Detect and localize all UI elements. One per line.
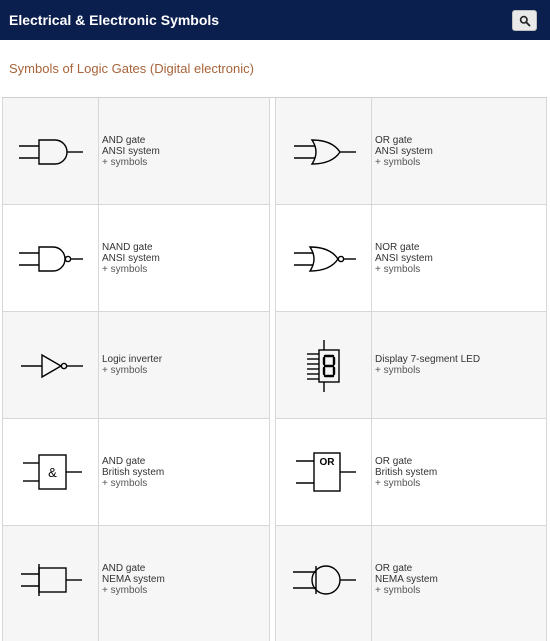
symbol-system: ANSI system [102,252,160,264]
symbol-system: ANSI system [102,145,160,157]
nor-gate-ansi-icon[interactable] [276,205,372,311]
more-symbols-link[interactable]: + symbols [375,585,421,596]
symbol-description [102,526,269,633]
and-gate-nema-icon[interactable] [3,526,99,641]
symbol-description [102,205,269,311]
section-heading: Symbols of Logic Gates (Digital electronic) [9,61,254,76]
or-gate-ansi-icon[interactable] [276,98,372,204]
symbol-description [102,98,269,204]
or-gate-british-icon[interactable] [276,419,372,525]
and-gate-british-icon[interactable] [3,419,99,525]
symbol-system: ANSI system [375,145,433,157]
symbol-description [102,419,269,525]
symbol-name: NAND gate [102,241,153,253]
symbol-system: ANSI system [375,252,433,264]
and-gate-ansi-icon[interactable] [3,98,99,204]
table-cell [2,526,270,641]
symbol-name: AND gate [102,134,146,146]
table-cell [275,419,547,526]
site-title[interactable]: Electrical & Electronic Symbols [9,12,220,28]
more-symbols-link[interactable]: + symbols [102,477,148,489]
more-symbols-link[interactable]: + symbols [102,156,148,168]
or-gate-nema-icon[interactable] [276,526,372,641]
column-gap [270,98,275,641]
header-bar [0,0,550,40]
more-symbols-link[interactable]: + symbols [375,365,421,376]
more-symbols-link[interactable]: + symbols [102,263,148,275]
table-cell [275,205,547,312]
more-symbols-link[interactable]: + symbols [375,156,421,168]
symbol-name: OR gate [375,563,413,574]
table-cell [2,98,270,205]
more-symbols-link[interactable]: + symbols [375,477,421,489]
more-symbols-link[interactable]: + symbols [375,263,421,275]
symbol-description [375,526,546,633]
magnifier-icon [519,15,531,27]
symbol-system: British system [375,466,438,478]
gate-glyph: & [48,465,57,480]
symbol-system: NEMA system [102,574,165,585]
symbol-name: OR gate [375,455,413,467]
logic-inverter-icon[interactable] [3,312,99,418]
table-cell [2,419,270,526]
symbol-name: AND gate [102,455,146,467]
symbol-description [375,312,546,418]
symbol-name: Display 7-segment LED [375,354,481,365]
symbol-system: British system [102,466,165,478]
symbol-description [375,205,546,311]
table-cell [275,526,547,641]
symbol-description [375,98,546,204]
symbol-description [375,419,546,525]
gate-glyph: OR [319,457,335,468]
table-cell [275,312,547,419]
nand-gate-ansi-icon[interactable] [3,205,99,311]
table-cell [275,98,547,205]
symbol-name: AND gate [102,563,146,574]
table-cell [2,205,270,312]
more-symbols-link[interactable]: + symbols [102,585,148,596]
symbol-name: OR gate [375,134,413,146]
symbol-description [102,312,269,418]
search-button[interactable] [512,10,537,31]
more-symbols-link[interactable]: + symbols [102,365,148,376]
symbols-table [2,97,547,640]
table-cell [2,312,270,419]
symbol-system: NEMA system [375,574,438,585]
symbol-name: NOR gate [375,241,420,253]
symbol-name: Logic inverter [102,354,163,365]
seven-segment-display-icon[interactable] [276,312,372,418]
